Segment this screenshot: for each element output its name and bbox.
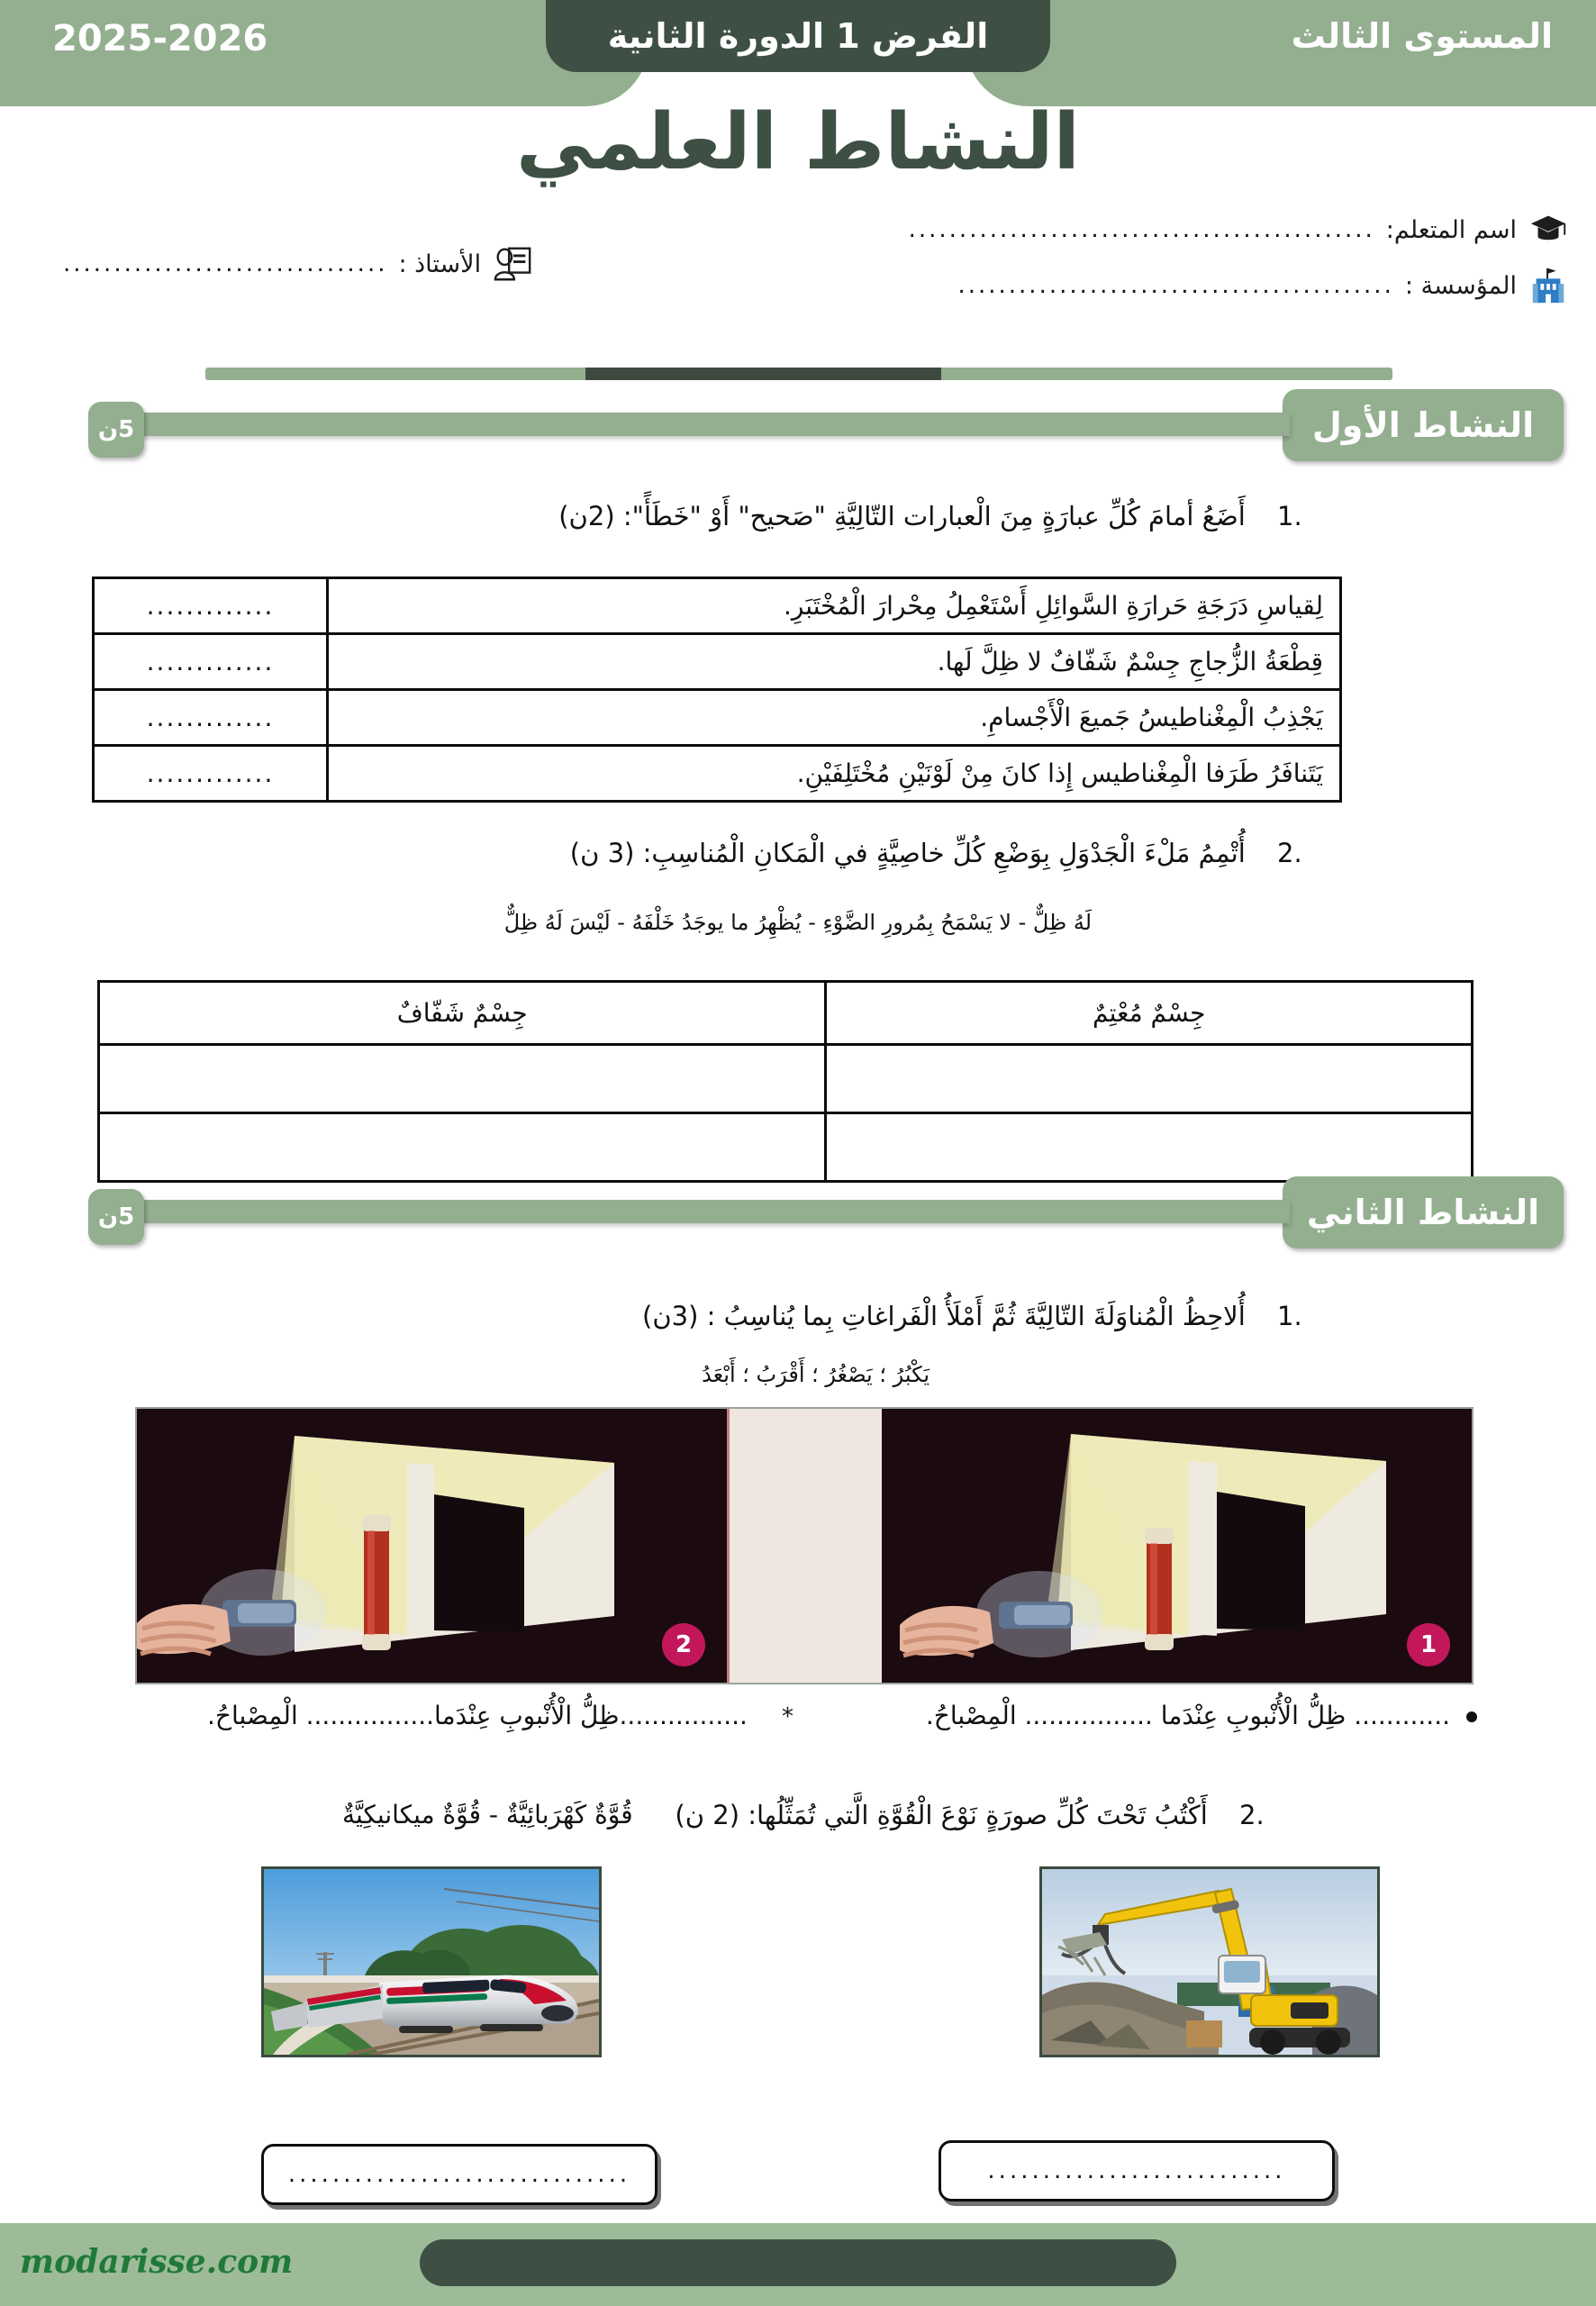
experiment-panel-2 (137, 1409, 727, 1683)
excavator-illustration (1042, 1869, 1377, 2055)
a1q2-number: 2. (1277, 838, 1302, 868)
activity1-title-pill (1283, 389, 1564, 461)
table-header-row (99, 982, 1473, 1045)
sentence-separator (782, 1701, 793, 1730)
panel-2-badge: 2 (662, 1623, 705, 1666)
activity1-question1 (558, 501, 1317, 531)
blank-cell[interactable] (99, 1113, 826, 1182)
experiment-panel-1 (882, 1409, 1472, 1683)
fill-sentence-right-text[interactable]: ............ ظِلُّ الْأُنْبوبِ عِنْدَما ................ الْمِصْباحُ. (925, 1701, 1450, 1730)
site-brand: modarisse.com (20, 2243, 294, 2281)
school-building-icon (1528, 265, 1569, 306)
answer-cell[interactable]: ............. (94, 746, 328, 802)
teacher-board-icon (492, 243, 533, 285)
blank-cell[interactable] (99, 1045, 826, 1113)
a2q1-number: 1. (1277, 1301, 1302, 1331)
train-illustration (264, 1869, 599, 2055)
activity2-marks: 5ن (97, 1203, 135, 1230)
column-header-opaque: جِسْمٌ مُعْتِمٌ (826, 982, 1473, 1045)
page-title: النشاط العلمي (515, 97, 1081, 187)
fill-sentence-right[interactable] (926, 1701, 1477, 1730)
blank-cell[interactable] (826, 1045, 1473, 1113)
answer-box-train[interactable] (261, 2144, 657, 2205)
image-divider (727, 1409, 885, 1683)
column-header-transparent: جِسْمٌ شَفّافٌ (99, 982, 826, 1045)
graduate-cap-icon (1528, 209, 1569, 250)
activity1-marks: 5ن (97, 416, 135, 443)
divider-accent (585, 368, 941, 380)
photo-excavator (1039, 1866, 1380, 2057)
activity1-marks-badge (88, 402, 144, 458)
blank-cell[interactable] (826, 1113, 1473, 1182)
activity2-marks-badge (88, 1189, 144, 1245)
a1q1-number: 1. (1277, 501, 1302, 531)
answer-cell[interactable]: ............. (94, 690, 328, 746)
student-name-field[interactable] (909, 209, 1569, 250)
activity1-header (0, 389, 1596, 467)
teacher-input[interactable]: ................................ (63, 250, 388, 277)
statement-cell: لِقياسِ دَرَجَةِ حَرارَةِ السَّوائِلِ أَسْتَعْمِلُ مِحْرارَ الْمُخْتَبَرِ. (328, 578, 1341, 634)
page-footer (0, 2223, 1596, 2306)
school-year-label: 2025-2026 (52, 18, 268, 59)
school-label: المؤسسة : (1404, 271, 1517, 300)
panel-1-illustration (882, 1409, 1472, 1683)
student-name-input[interactable]: .............................................. (908, 216, 1375, 243)
teacher-field[interactable] (63, 243, 533, 285)
panel-2-illustration (137, 1409, 727, 1683)
level-label: المستوى الثالث (1291, 16, 1553, 56)
a2q2-number: 2. (1239, 1800, 1265, 1830)
shadow-experiment-image (135, 1407, 1474, 1684)
activity2-question2 (675, 1800, 1279, 1830)
classification-table (97, 980, 1474, 1183)
activity1-question2 (570, 838, 1317, 868)
asterisk-icon: * (782, 1703, 793, 1730)
activity2-wordbank: يَكْبُرُ ؛ يَصْغُرُ ؛ أَقْرَبُ ؛ أَبْعَدُ (702, 1362, 929, 1387)
statement-cell: يَجْذِبُ الْمِغْناطيسُ جَميعَ الْأَجْسامِ. (328, 690, 1341, 746)
answer-box-left-dots: ............................... (287, 2161, 631, 2188)
footer-bar (420, 2239, 1176, 2286)
exam-tab-label: الفرض 1 الدورة الثانية (607, 16, 989, 56)
table-row (99, 1045, 1473, 1113)
table-row (94, 578, 1341, 634)
activity2-title-pill (1283, 1176, 1564, 1248)
force-type-options: قُوَّةٌ كَهْرَبائِيَّةٌ - قُوَّةٌ ميكانيكِيَّةٌ (342, 1800, 633, 1829)
activity1-wordbank: لَهُ ظِلٌّ - لا يَسْمَحُ بِمُرورِ الضَّوْءِ - يُظْهِرُ ما يوجَدُ خَلْفَهُ - لَيْسَ لَهُ ظِلٌّ (503, 910, 1092, 935)
exam-tab (546, 0, 1050, 72)
photo-train (261, 1866, 602, 2057)
table-row (99, 1113, 1473, 1182)
table-row (94, 634, 1341, 690)
student-name-label: اسم المتعلم: (1385, 215, 1517, 244)
teacher-label: الأستاذ : (398, 250, 482, 278)
a1q1-text: أَضَعُ أمامَ كُلِّ عبارَةٍ مِنَ الْعبارات التّالِيَّةِ "صَحيح" أَوْ "خَطَأً": (2ن) (558, 501, 1246, 531)
activity2-bar (135, 1200, 1290, 1223)
answer-cell[interactable]: ............. (94, 634, 328, 690)
fill-sentence-left[interactable]: ................ظِلُّ الْأُنْبوبِ عِنْدَما................ الْمِصْباحُ. (207, 1701, 748, 1730)
statement-cell: يَتَنافَرُ طَرَفا الْمِغْناطيس إِذا كانَ مِنْ لَوْنَيْنِ مُخْتَلِفَيْنِ. (328, 746, 1341, 802)
school-field[interactable] (957, 265, 1569, 306)
answer-box-right-dots: ........................... (987, 2157, 1286, 2184)
bullet-icon (1466, 1711, 1477, 1722)
true-false-table (92, 576, 1342, 803)
answer-box-excavator[interactable] (939, 2140, 1335, 2202)
activity2-header (0, 1176, 1596, 1254)
school-input[interactable]: ........................................... (957, 272, 1394, 299)
a2q2-text: أَكْتُبُ تَحْتَ كُلِّ صورَةٍ نَوْعَ الْقُوَّةِ الَّتي تُمَثِّلُها: (2 ن) (675, 1800, 1208, 1830)
panel-1-badge: 1 (1407, 1623, 1450, 1666)
page-header (0, 0, 1596, 106)
table-row (94, 746, 1341, 802)
table-row (94, 690, 1341, 746)
statement-cell: قِطْعَةُ الزُّجاجِ جِسْمٌ شَفّافٌ لا ظِلَّ لَها. (328, 634, 1341, 690)
header-divider (205, 368, 1392, 380)
answer-cell[interactable]: ............. (94, 578, 328, 634)
activity1-bar (135, 413, 1290, 436)
a1q2-text: أُتْمِمُ مَلْءَ الْجَدْوَلِ بِوَضْعِ كُلِّ خاصِيَّةٍ في الْمَكانِ الْمُناسِبِ: (3 ن) (569, 838, 1246, 868)
a2q1-text: أُلاحِظُ الْمُناوَلَةَ التّالِيَّةَ ثُمَّ أَمْلَأُ الْفَراغاتِ بِما يُناسِبُ : (3ن) (642, 1301, 1246, 1331)
activity2-question1 (642, 1301, 1317, 1331)
activity2-title: النشاط الثاني (1306, 1193, 1540, 1232)
activity1-title: النشاط الأول (1311, 405, 1535, 445)
